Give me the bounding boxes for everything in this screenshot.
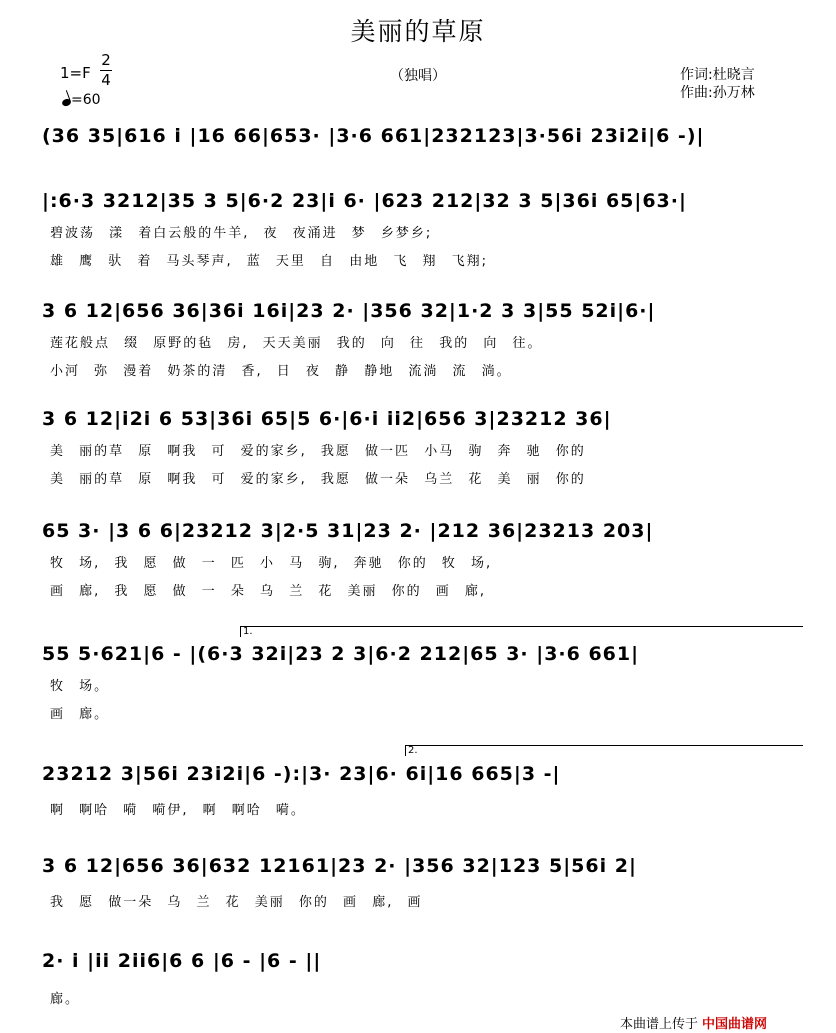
lyric-line: 莲花般点 缀 原野的毡 房, 天天美丽 我的 向 往 我的 向 往。 <box>50 336 543 351</box>
site-brand: 中国曲谱网 <box>702 1017 768 1032</box>
notation-row: 65 3· |3 6 6|23212 3|2·5 31|23 2· |212 36|23213 203| <box>42 520 654 542</box>
lyric-line: 美 丽的草 原 啊我 可 爱的家乡, 我愿 做一匹 小马 驹 奔 驰 你的 <box>50 444 586 459</box>
lyric-line: 牧 场。 <box>50 679 110 694</box>
lyric-line: 廊。 <box>50 992 81 1007</box>
notation-row: 2· i |ii 2ii6|6 6 |6 - |6 - || <box>42 950 322 972</box>
meter-top: 2 <box>101 51 111 69</box>
lyric-line: 美 丽的草 原 啊我 可 爱的家乡, 我愿 做一朵 乌兰 花 美 丽 你的 <box>50 472 586 487</box>
meter-bottom: 4 <box>101 71 111 89</box>
notation-row: 3 6 12|656 36|36i 16i|23 2· |356 32|1·2 3 3|55 52i|6·| <box>42 300 656 322</box>
volta-first-ending: 1. <box>240 626 803 637</box>
volta-second-ending: 2. <box>405 745 803 756</box>
notation-row: 23212 3|56i 23i2i|6 -):|3· 23|6· 6i|16 665|3 -| <box>42 763 561 785</box>
upload-note: 本曲谱上传于 <box>620 1017 699 1032</box>
footer <box>620 1013 767 1032</box>
lyric-line: 碧波荡 漾 着白云般的牛羊, 夜 夜涌进 梦 乡梦乡; <box>50 226 433 241</box>
notation-row: 3 6 12|i2i 6 53|36i 65|5 6·|6·i ii2|656 3|23212 36| <box>42 408 612 430</box>
time-signature <box>100 52 112 89</box>
notation-row: (36 35|616 i |16 66|653· |3·6 661|232123|3·56i 23i2i|6 -)| <box>42 125 705 147</box>
lyric-line: 画 廊, 我 愿 做 一 朵 乌 兰 花 美丽 你的 画 廊, <box>50 584 486 599</box>
tempo-value: =60 <box>71 92 101 108</box>
lyric-line: 牧 场, 我 愿 做 一 匹 小 马 驹, 奔驰 你的 牧 场, <box>50 556 493 571</box>
performance-type: （独唱） <box>390 68 446 84</box>
lyric-line: 画 廊。 <box>50 707 110 722</box>
page-title: 美丽的草原 <box>350 17 486 46</box>
notation-row: 3 6 12|656 36|632 12161|23 2· |356 32|123 5|56i 2| <box>42 855 637 877</box>
notation-row: 55 5·621|6 - |(6·3 32i|23 2 3|6·2 212|65 3· |3·6 661| <box>42 643 640 665</box>
notation-row: |:6·3 3212|35 3 5|6·2 23|i 6· |623 212|32 3 5|36i 65|63·| <box>42 190 687 212</box>
lyric-line: 小河 弥 漫着 奶茶的清 香, 日 夜 静 静地 流淌 流 淌。 <box>50 364 512 379</box>
tempo-marking <box>62 92 101 108</box>
lyric-line: 啊 啊哈 嗬 嗬伊, 啊 啊哈 嗬。 <box>50 803 306 818</box>
lyricist-credit: 作词:杜晓言 <box>680 67 755 83</box>
lyric-line: 我 愿 做一朵 乌 兰 花 美丽 你的 画 廊, 画 <box>50 895 423 910</box>
composer-credit: 作曲:孙万林 <box>680 85 755 101</box>
lyric-line: 雄 鹰 驮 着 马头琴声, 蓝 天里 自 由地 飞 翔 飞翔; <box>50 254 488 269</box>
key-signature: 1=F <box>60 64 91 82</box>
